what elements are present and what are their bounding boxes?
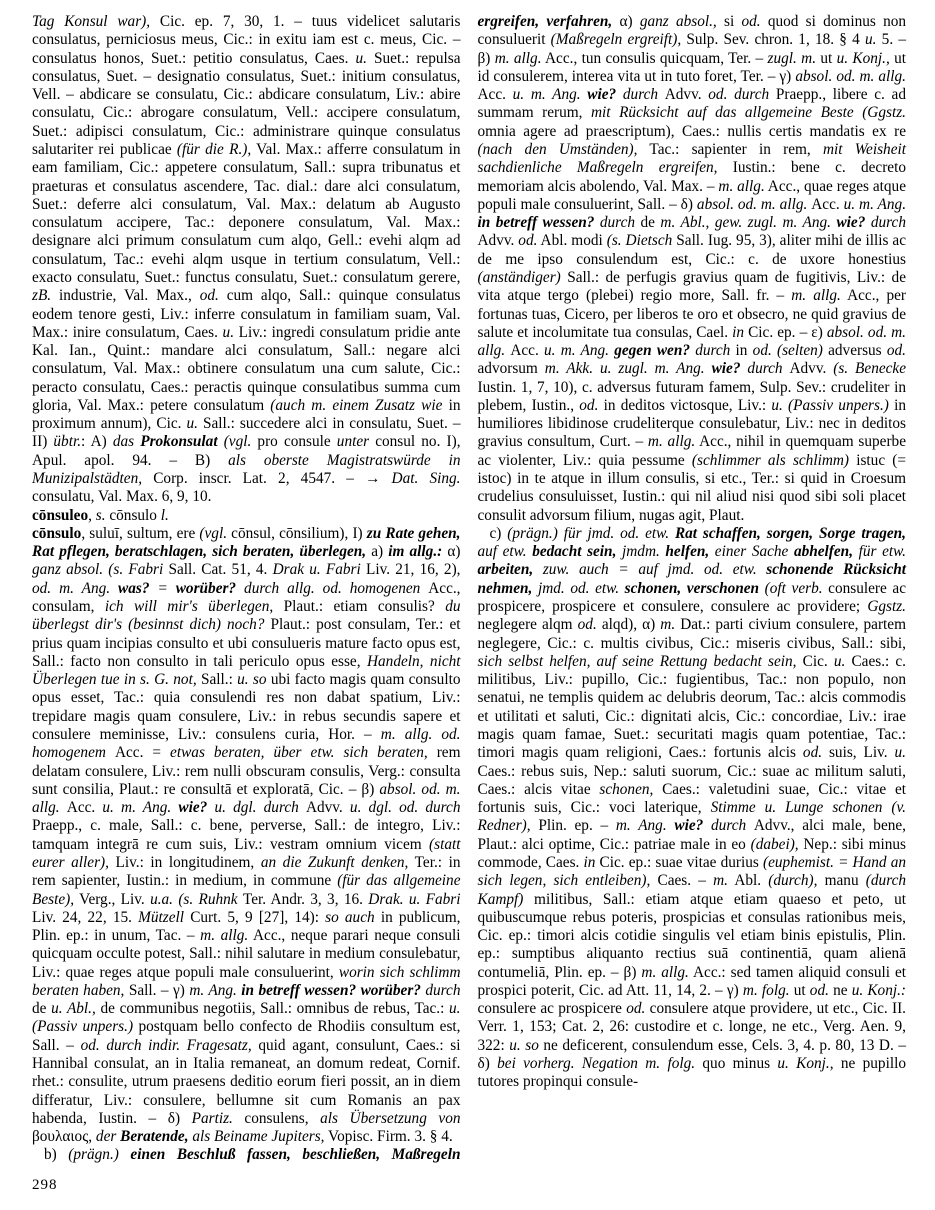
text-segment: durch allg. od. homogenen: [236, 579, 429, 597]
text-segment: m. allg. od. homogenem: [32, 725, 461, 762]
text-segment: u.: [833, 652, 846, 670]
text-segment: u.: [864, 31, 877, 49]
text-segment: schonen, verschonen: [624, 579, 760, 597]
text-segment: Sulp. Sev. chron. 1, 18. § 4: [681, 31, 865, 49]
text-segment: zugl. m.: [767, 49, 821, 67]
text-segment: Vopisc. Firm. 3. § 4.: [324, 1128, 453, 1146]
text-segment: u. Konj.,: [777, 1055, 834, 1073]
text-segment: Caes.: valetudini suae, Cic.: vitae et fortunis suis, Cic.: voci laterique,: [477, 780, 906, 817]
text-segment: consulatu, Val. Max. 6, 9, 10.: [32, 488, 212, 506]
text-segment: α): [442, 543, 461, 561]
text-segment: cōnsulo: [32, 524, 82, 542]
text-segment: u. (Passiv unpers.): [32, 1000, 461, 1036]
text-segment: als oberste Magistratswürde in Munizipalstädten,: [32, 451, 461, 488]
text-segment: alqd), α): [596, 616, 661, 634]
text-segment: u. so: [237, 671, 267, 689]
text-segment: Caes.: rebus suis, Nep.: saluti suorum, Cic.: suae ac militum saluti, Caes.: alcis vitae: [477, 762, 906, 798]
text-segment: consulere ac prospicere: [477, 1000, 627, 1018]
text-segment: u. dgl. od. durch: [349, 799, 461, 817]
text-segment: worüber?: [175, 579, 237, 597]
text-segment: ganz absol. (s. Fabri: [32, 561, 169, 579]
text-segment: Liv. 21, 16, 2),: [365, 561, 461, 579]
text-segment: wie?: [178, 799, 208, 817]
text-segment: Val. Max.: afferre consulatum in eam familiam, Cic.: appetere consulatum, Sall.: supra tribunatus et praeturas et consulatus ascendere, Tac. dial.: dare alci consulatum, Suet.: deferre alci consulatum, Val. Max.: delatum ab Augusto consulatum accipere, Tac.: deponere consulatum, Val. Max.: designare alci primum consulatum cum alqo, Gell.: evehi alqm ad consulatum, Tac.: evehi alqm usque in tertium consulatum, Vell.: exacto consulatu, Suet.: functus consulatu, Suet.: consulatum gerere,: [32, 140, 461, 286]
text-segment: (anständiger): [477, 268, 561, 286]
text-segment: Iustin.: bene c. decreto memoriam alcis abolendo, Val. Max. –: [477, 159, 906, 195]
text-segment: Liv. 24, 22, 15.: [32, 908, 139, 926]
text-segment: Mützell: [138, 908, 191, 926]
text-segment: quod si dominus non consuluerit: [477, 13, 907, 49]
text-segment: jmd. od. etw.: [532, 579, 625, 597]
text-segment: ut id consulerem, interea vita ut in tuto foret, Ter. – γ): [477, 49, 906, 85]
text-segment: Nep.: sibi minus commode, Caes.: [477, 835, 906, 871]
text-segment: was?: [118, 579, 150, 597]
text-segment: Acc.: sed tamen aliquid consuli et prospici poterit, Cic. ad Att. 11, 14, 2. – γ): [477, 963, 906, 999]
text-segment: consul no. I), Apul. apol. 94. – B): [32, 433, 461, 469]
text-segment: suis, Liv.: [822, 744, 895, 762]
text-segment: βουλαιος,: [32, 1128, 96, 1146]
text-segment: als Übersetzung von: [320, 1109, 461, 1127]
text-segment: (vgl.: [199, 524, 228, 542]
text-segment: durch: [594, 214, 641, 232]
text-segment: (dabei),: [750, 835, 799, 853]
text-segment: bei vorherg. Negation m. folg.: [497, 1055, 703, 1073]
text-segment: Advv., alci male, bene, Plaut.: alci optime, Cic.: patriae male in eo: [477, 817, 906, 853]
text-segment: in betreff wessen? worüber?: [241, 981, 421, 999]
text-segment: (prägn.) für jmd. od. etw.: [507, 524, 675, 542]
text-segment: consulere atque providere, ut etc., Cic. II. Verr. 1, 153; Cat. 2, 26: custodire et c. longe, ne etc., Verg. Aen. 9, 322:: [477, 1000, 906, 1054]
text-segment: (euphemist. = Hand an sich legen, sich entleiben),: [477, 853, 906, 890]
text-segment: so auch: [325, 908, 375, 926]
text-segment: Acc.: [477, 86, 513, 104]
text-segment: advorsum: [477, 360, 545, 378]
dictionary-paragraph: [32, 507, 461, 525]
text-segment: Sall. – γ): [124, 981, 190, 999]
text-segment: Sall.: succedere alci in consulatu, Suet. – II): [32, 415, 461, 451]
text-segment: Drak. u. Fabri: [368, 890, 461, 908]
text-segment: helfen,: [665, 543, 710, 561]
text-segment: u. m. Ang.: [512, 86, 588, 104]
dictionary-text: [32, 13, 906, 1175]
text-segment: Praepp., libere c. ad summam rerum,: [477, 86, 906, 122]
text-segment: de: [640, 214, 661, 232]
text-segment: Ter. Andr. 3, 3, 16.: [242, 890, 369, 908]
text-segment: Plin. ep. –: [530, 817, 616, 835]
text-segment: cōnsuleo: [32, 506, 89, 524]
text-segment: zu Rate gehen, Rat pflegen, beratschlagen, sich beraten, überlegen,: [32, 524, 461, 561]
text-segment: omnia agere ad praescriptum), Caes.: nullis certis mandatis ex re: [477, 122, 906, 140]
text-segment: in proximum annum), Cic.: [32, 396, 461, 433]
text-segment: Cic. ep.: suae vitae durius: [599, 853, 763, 871]
text-segment: durch: [420, 981, 461, 999]
text-segment: absol. od. m. allg.: [477, 323, 906, 360]
text-segment: od.: [199, 287, 219, 305]
text-segment: durch: [689, 342, 736, 360]
text-segment: u. Abl.,: [51, 1000, 96, 1018]
text-segment: : A): [81, 433, 113, 451]
text-segment: pro consule: [251, 433, 337, 451]
text-segment: u.: [894, 744, 906, 762]
text-segment: Advv.: [789, 360, 834, 378]
text-segment: Abl.: [727, 872, 769, 890]
text-segment: in: [583, 853, 600, 871]
text-segment: wie?: [711, 360, 741, 378]
text-segment: (für das allgemeine Beste),: [32, 872, 461, 908]
text-segment: u. m. Ang.: [843, 195, 907, 213]
text-segment: u. so: [509, 1036, 539, 1054]
text-segment: Acc., nihil in quemquam superbe ac violenter, Liv.: quia pessume: [477, 433, 906, 469]
text-segment: in publicum, Plin. ep.: in unum, Tac. –: [32, 908, 461, 945]
text-segment: od.: [626, 1000, 646, 1018]
text-segment: quid agant, consulunt, Caes.: si Hannibal consulat, an in Italia remaneat, an domum redeat, Cornif. rhet.: consulite, utrum praesens deditio eorum fieri possit, an in diem differatur, Liv.: consulere, bellumne sit cum Romanis an pax habenda, Iustin. – δ): [32, 1036, 461, 1127]
text-segment: od.: [809, 981, 834, 999]
text-segment: od. durch indir. Fragesatz,: [80, 1036, 252, 1054]
text-segment: (vgl.: [217, 433, 252, 451]
text-segment: Tac.: sapienter in rem,: [637, 140, 823, 158]
text-segment: ut: [820, 49, 837, 67]
text-segment: Ggstz.: [867, 598, 906, 615]
text-segment: (s. Benecke: [833, 360, 906, 378]
text-segment: s.: [95, 506, 106, 524]
text-segment: Ter.: in rem sapienter, Iustin.: in medium, in commune: [32, 853, 461, 890]
text-segment: rem delatam consulere, Liv.: rem nulli obscuram consulis, Verg.: consulta sunt consilia, Plaut.: re consultā et exploratā, Cic. – β): [32, 744, 461, 798]
text-segment: m.: [713, 872, 728, 890]
text-segment: an die Zukunft denken,: [260, 853, 409, 871]
text-segment: od.: [518, 232, 538, 250]
text-segment: Dat. Sing.: [391, 470, 461, 488]
text-segment: durch: [703, 817, 754, 835]
dictionary-paragraph: [32, 525, 461, 1147]
text-segment: c): [489, 524, 508, 542]
text-segment: Plaut.: etiam consulis?: [273, 598, 446, 615]
text-segment: Sall. Cat. 51, 4.: [168, 561, 273, 579]
text-segment: (schlimmer als schlimm): [691, 451, 850, 469]
text-segment: u. (Passiv unpers.): [771, 396, 889, 414]
text-segment: in deditos victosque, Liv.:: [598, 396, 772, 414]
text-segment: arbeiten,: [477, 561, 534, 579]
page-number: 298: [32, 1177, 58, 1193]
text-segment: Caes. –: [650, 872, 714, 890]
text-segment: militibus, Sall.: etiam atque etiam quaeso et peto, ut quibuscumque rebus poteris, prospicias et consulas rationibus meis, Cic. ep.: timori alcis cotidie singulis vel etiam binis epistulis, Plin. ep.: sumptibus aliquanto rectius suā continentiā, quam alienā contumeliā, Plin. ep. – β): [477, 890, 906, 981]
text-segment: einen Beschluß fassen, beschließen, Maßregeln ergreifen, verfahren,: [130, 13, 613, 1164]
text-segment: abhelfen,: [793, 543, 854, 561]
text-segment: Praepp., c. male, Sall.: c. bene, perverse, Sall.: de integro, Liv.: tamquam integrā re cum suis, Liv.: vestram omnium vicem: [32, 817, 461, 853]
text-segment: u.: [222, 323, 235, 341]
text-segment: ganz absol.,: [639, 13, 717, 30]
text-segment: worin sich schlimm beraten haben,: [32, 963, 461, 999]
text-segment: u. m. Ang.: [102, 799, 179, 817]
text-segment: u.: [355, 49, 367, 67]
dictionary-paragraph: [478, 525, 907, 1092]
text-segment: u.a. (s. Ruhnk: [150, 890, 243, 908]
text-segment: α): [612, 13, 640, 30]
text-segment: wie?: [836, 214, 866, 232]
text-segment: zuw. auch = auf jmd. od. etw.: [533, 561, 767, 579]
text-segment: [119, 1146, 131, 1163]
text-segment: Cic.: [796, 652, 834, 670]
text-segment: Stimme u. Lunge schonen (v. Redner),: [477, 799, 906, 835]
text-segment: mit Weisheit sachdienliche Maßregeln ergreifen,: [477, 140, 906, 177]
text-segment: mit Rücksicht auf das allgemeine Beste (Ggstz.: [591, 104, 906, 122]
text-segment: Acc., tun consulis quicquam, Ter. –: [541, 49, 768, 67]
text-segment: etwas beraten, über etw. sich beraten,: [170, 744, 428, 762]
text-segment: Handeln, nicht Überlegen tue in s. G. not,: [32, 652, 461, 689]
text-segment: (auch m. einem Zusatz wie: [270, 396, 449, 414]
text-segment: b): [44, 1146, 69, 1164]
text-segment: unter: [336, 433, 370, 451]
text-segment: Caes.: c. militibus, Liv.: pupillo, Cic.: fugientibus, Tac.: non populo, non senatui, ne templis quidem ac delubris deorum, Tac.: alcis commodis et utilitati et saluti, Cic.: dignitati alcis, Cic.: concordiae, Liv.: irae magis quam famae, Suet.: securitati magis quam potentiae, Tac.: timori magis quam religioni, Caes.: fortunis alcis: [477, 652, 907, 762]
text-segment: Dat.: parti civium consulere, partem neglegere, Cic.: c. multis civibus, Cic.: miseris civibus, Sall.: sibi,: [477, 616, 906, 652]
text-segment: Corp. inscr. Lat. 2, 4547. – →: [142, 470, 392, 488]
text-segment: ne deficerent, consulendum esse, Cels. 3, 4. p. 80, 13 D. – δ): [477, 1036, 906, 1073]
text-segment: cōnsul, cōnsilium), I): [227, 524, 367, 542]
text-segment: wie?: [587, 86, 617, 104]
text-segment: od. durch: [708, 86, 776, 104]
text-segment: (s. Dietsch: [606, 232, 677, 250]
text-segment: Acc., per fortunas tuas, Cicero, per liberos te oro et obsecro, ne quid gravius de salute et incolumitate tua consulas, Cael.: [477, 287, 906, 341]
text-segment: ne pupillo tutores propinqui consule-: [477, 1055, 906, 1091]
text-segment: durch: [616, 86, 665, 104]
text-segment: (Maßregeln ergreift),: [550, 31, 682, 49]
text-segment: in humiliores libidinose crudeliterque consulebatur, Liv.: nec in deditos gravius consultum, Curt. –: [477, 396, 906, 451]
text-segment: a): [366, 543, 389, 561]
text-segment: das: [112, 433, 141, 451]
text-segment: ,: [88, 506, 96, 524]
text-segment: Partiz.: [191, 1109, 233, 1127]
text-segment: Advv.: [477, 232, 519, 250]
text-segment: Drak u. Fabri: [272, 561, 366, 579]
text-segment: od. m. Ang.: [32, 579, 119, 597]
text-segment: od.: [577, 616, 597, 634]
text-segment: u. dgl. durch: [207, 799, 306, 817]
text-segment: schonen,: [599, 780, 654, 798]
text-segment: Iustin. 1, 7, 10), c. adversus futuram famem, Sulp. Sev.: crudeliter in plebem, Iustin.,: [477, 378, 906, 414]
text-segment: consulens,: [232, 1109, 321, 1127]
text-segment: m. Abl., gew. zugl. m. Ang.: [660, 214, 837, 232]
text-segment: ut: [793, 981, 810, 999]
text-segment: zB.: [32, 287, 52, 305]
text-segment: Cic. ep. – ε): [748, 323, 827, 341]
text-segment: Advv.: [305, 799, 350, 817]
text-segment: od. (selten): [752, 342, 823, 360]
text-segment: jmdm.: [616, 543, 666, 561]
text-segment: m. allg.: [641, 963, 689, 981]
text-segment: Cic. ep. 7, 30, 1. – tuus videlicet salutaris consulatus, perniciosus meus, Cic.: in exitu iam est c. meus, Cic. – consulatus honos, Suet.: petitio consulatus, Caes.: [32, 13, 461, 67]
text-segment: od.: [741, 13, 761, 30]
text-segment: m. allg.: [791, 287, 841, 305]
text-segment: Suet.: repulsa consulatus, Suet. – designatio consulatus, Suet.: initium consulatus, Vell. – abdicare se consulatu, Cic.: abdicare consulatum, Liv.: abire consulatu, Cic.: abrogare consulatum, Vell.: accipere consulatum, Suet.: adipisci consulatum, Cic.: administrare quinque consulatus salutariter rei publicae: [32, 49, 461, 158]
text-segment: Plaut.: post consulam, Ter.: et prius quam incipias consulto et ubi consulueris mature facto opus est, Sall.: facto non consulto in tali periculo opus esse,: [32, 616, 461, 670]
text-segment: industrie, Val. Max.,: [51, 287, 200, 305]
text-segment: Sall. Iug. 95, 3), aliter mihi de illis ac de me ipso consulendum est, Cic.: c. de uxore honestius: [477, 232, 907, 268]
text-segment: Tag Konsul war),: [32, 13, 151, 30]
text-segment: Beratende,: [120, 1128, 189, 1146]
text-segment: Curt. 5, 9 [27], 14):: [190, 908, 326, 926]
text-segment: Acc., consulam,: [32, 579, 461, 615]
text-segment: Acc.: [510, 342, 545, 360]
text-segment: m. folg.: [742, 981, 794, 999]
text-segment: Sall.: de perfugis gravius quam de fugitivis, Liv.: de vita atque tergo (plebei) regio more, Sall. fr. –: [477, 268, 906, 305]
text-segment: consulere ac prospicere, prospicere et consulere, consulere ac providere;: [477, 579, 906, 615]
text-segment: durch: [865, 214, 906, 232]
text-segment: od.: [886, 342, 906, 360]
text-segment: im allg.:: [388, 543, 443, 561]
text-segment: istuc (= istoc) in te atque in illum consulis, si etc., Ter.: si quid in Croesum crudelius consuluisset, Iustin.: qui nil aliud nisi quod sibi soli placet consulit advorsum filium, nugas agit, Plaut.: [477, 451, 907, 524]
text-segment: ich will mir's überlegen,: [104, 598, 274, 615]
text-segment: in: [732, 323, 749, 341]
text-segment: Prokonsulat: [140, 433, 218, 451]
text-segment: (für die R.),: [176, 140, 252, 158]
text-segment: (prägn.): [68, 1146, 119, 1164]
text-segment: si: [716, 13, 742, 30]
text-segment: cōnsulo: [105, 506, 161, 524]
text-segment: der: [95, 1128, 121, 1146]
text-segment: (oft verb.: [764, 579, 823, 597]
text-segment: m. allg.: [718, 177, 765, 195]
text-segment: übtr.: [53, 433, 82, 451]
text-segment: Liv.: in longitudinem,: [108, 853, 261, 871]
text-segment: als Beiname Jupiters,: [188, 1128, 325, 1146]
text-segment: bedacht sein,: [532, 543, 617, 561]
text-segment: (durch Kampf): [477, 872, 907, 908]
text-segment: Acc.: [66, 799, 103, 817]
text-segment: einer Sache: [709, 543, 794, 561]
text-segment: de: [32, 1000, 52, 1018]
text-segment: Sall.:: [196, 671, 238, 689]
text-segment: Liv.: ingredi consulatum pridie ante Kal. Ian., Quint.: mandare alci consulatum, Sall.: negare alci consulatum, Val. Max.: obtinere consulatum una cum salute, Cic.: peracto consulatu, Caes.: peractis quinque consulatibus summa cum gloria, Val. Max.: petere consulatum: [32, 323, 461, 414]
text-segment: Verg., Liv.: [74, 890, 151, 908]
text-segment: u. m. Ang.: [544, 342, 615, 360]
text-segment: ubi facto magis quam consulto opus esset, Tac.: quia consulendi res non dabat spatium, Liv.: trepidare magis quam consulere, Liv.: in rebus secundis sapere et consulere meminisse, Liv.: consulens curia, Hor. –: [32, 671, 461, 743]
text-segment: u. Konj.,: [836, 49, 890, 67]
text-segment: für etw.: [853, 543, 906, 561]
text-segment: de communibus negotiis, Sall.: omnibus de rebus, Tac.:: [95, 1000, 450, 1018]
text-segment: Rat schaffen, sorgen, Sorge tragen,: [674, 524, 906, 542]
text-segment: (durch),: [768, 872, 818, 890]
text-segment: 5. – β): [477, 31, 906, 67]
text-segment: m. allg.: [647, 433, 696, 451]
text-segment: schonende Rücksicht nehmen,: [477, 561, 906, 597]
text-segment: wie?: [674, 817, 704, 835]
text-segment: quo minus: [702, 1055, 778, 1073]
text-segment: postquam bello confecto de Rhodiis consultum est, Sall. –: [32, 1018, 461, 1054]
text-segment: m. Akk. u. zugl. m. Ang.: [544, 360, 712, 378]
text-segment: Abl. modi: [537, 232, 607, 250]
text-segment: m. Ang.: [189, 981, 242, 999]
text-segment: u. Konj.:: [851, 981, 907, 999]
text-segment: Acc.: [811, 195, 844, 213]
text-segment: neglegere alqm: [477, 616, 578, 634]
text-segment: l.: [160, 506, 169, 524]
text-segment: ne: [833, 981, 852, 999]
text-segment: m. allg.: [494, 49, 542, 67]
text-segment: m.: [660, 616, 676, 634]
text-segment: manu: [817, 872, 866, 890]
dictionary-paragraph: [32, 13, 461, 507]
text-segment: m. allg.: [200, 927, 249, 945]
text-segment: adversus: [822, 342, 887, 360]
text-segment: du überlegst dir's (besinnst dich) noch?: [32, 598, 461, 634]
text-segment: cum alqo, Sall.: quinque consulatus eodem tenore gesti, Liv.: inferre consulatum in familiam suam, Val. Max.: inire consulatum, Caes.: [32, 287, 461, 341]
text-segment: , suluī, sultum, ere: [81, 524, 200, 542]
text-segment: absol. od. m. allg.: [32, 780, 461, 817]
text-segment: Advv.: [664, 86, 709, 104]
text-segment: auf etw.: [477, 543, 533, 561]
text-segment: u.: [186, 415, 198, 433]
text-segment: od.: [802, 744, 823, 762]
text-segment: sich selbst helfen, auf seine Rettung bedacht sein,: [477, 652, 797, 670]
text-segment: in: [735, 342, 753, 360]
text-segment: (statt eurer aller),: [32, 835, 461, 871]
text-segment: m. Ang.: [615, 817, 675, 835]
text-segment: gegen wen?: [614, 342, 690, 360]
text-segment: absol. od. m. allg.: [795, 67, 906, 85]
text-segment: Acc. =: [114, 744, 171, 762]
text-segment: Acc., neque parari neque consuli quicquam occulte potest, Sall.: nihil salutare in medium consulebatur, Liv.: quae reges atque populi male consuluerint,: [32, 927, 461, 981]
text-segment: in betreff wessen?: [477, 214, 595, 232]
text-segment: Acc., quae reges atque populi male consuluerint, Sall. – δ): [477, 177, 906, 213]
text-segment: durch: [740, 360, 790, 378]
text-segment: od.: [579, 396, 599, 414]
text-segment: absol. od. m. allg.: [696, 195, 812, 213]
text-segment: (nach den Umständen),: [477, 140, 638, 158]
text-segment: =: [149, 579, 176, 597]
